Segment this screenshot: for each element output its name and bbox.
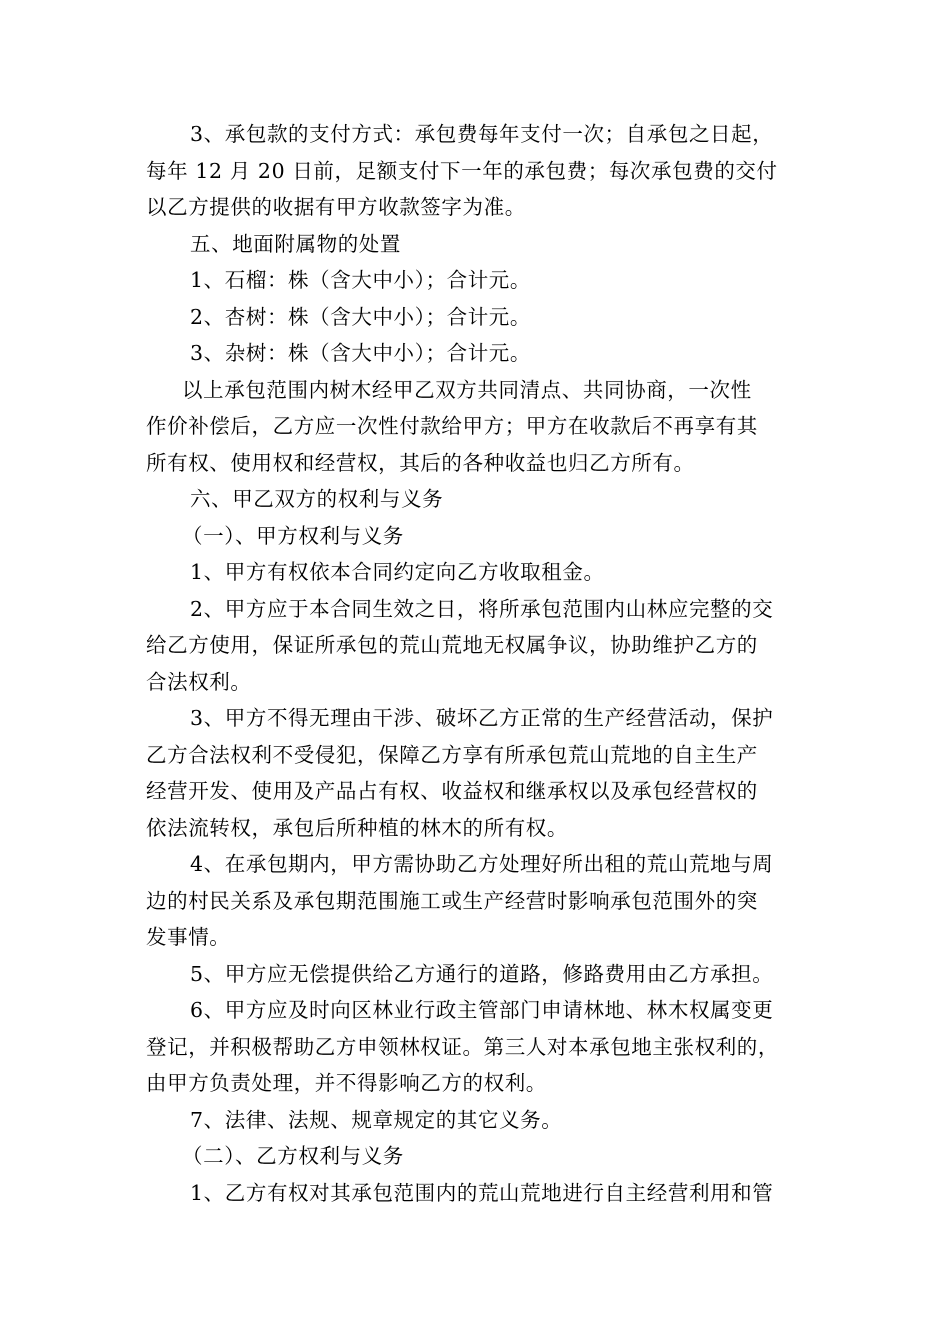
text-line: 登记，并积极帮助乙方申领林权证。第三人对本承包地主张权利的， [146,1034,779,1059]
text-line: 3、承包款的支付方式：承包费每年支付一次；自承包之日起， [190,122,774,146]
text-line: 3、甲方不得无理由干涉、破坏乙方正常的生产经营活动，保护 [190,706,774,730]
text-line: 每年 12 月 20 日前，足额支付下一年的承包费；每次承包费的交付 [146,158,778,183]
text-line: 1、乙方有权对其承包范围内的荒山荒地进行自主经营利用和管 [190,1180,774,1205]
text-line: 4、在承包期内，甲方需协助乙方处理好所出租的荒山荒地与周 [190,852,774,876]
text-line: 所有权、使用权和经营权，其后的各种收益也归乙方所有。 [146,450,695,475]
text-line: 6、甲方应及时向区林业行政主管部门申请林地、林木权属变更 [190,998,774,1022]
text-line: 作价补偿后，乙方应一次性付款给甲方；甲方在收款后不再享有其 [146,414,758,438]
section-heading: 六、甲乙双方的权利与义务 [190,487,444,511]
text-line: 1、石榴：株（含大中小）；合计元。 [190,268,531,292]
text-line: 由甲方负责处理，并不得影响乙方的权利。 [146,1071,547,1095]
text-line: 5、甲方应无偿提供给乙方通行的道路，修路费用由乙方承担。 [190,961,774,986]
document-page [146,116,826,1211]
text-line: 以乙方提供的收据有甲方收款签字为准。 [146,195,526,219]
text-line: 合法权利。 [146,669,252,694]
text-line: 发事情。 [146,925,231,949]
text-line: 给乙方使用，保证所承包的荒山荒地无权属争议，协助维护乙方的 [146,633,758,657]
subsection-heading: （一）、甲方权利与义务 [182,523,404,548]
text-line: 乙方合法权利不受侵犯，保障乙方享有所承包荒山荒地的自主生产 [146,742,758,767]
text-line: 1、甲方有权依本合同约定向乙方收取租金。 [190,560,605,584]
text-line: 3、杂树：株（含大中小）；合计元。 [190,341,531,365]
text-line: 经营开发、使用及产品占有权、收益权和继承权以及承包经营权的 [146,779,758,803]
subsection-heading: （二）、乙方权利与义务 [182,1144,404,1168]
text-line: 7、法律、法规、规章规定的其它义务。 [190,1107,563,1132]
text-line: 2、杏树：株（含大中小）；合计元。 [190,304,531,329]
text-line: 2、甲方应于本合同生效之日，将所承包范围内山林应完整的交 [190,596,774,621]
section-heading: 五、地面附属物的处置 [190,231,401,256]
document-body [146,116,826,1211]
text-line: 以上承包范围内树木经甲乙双方共同清点、共同协商，一次性 [182,377,752,402]
text-line: 边的村民关系及承包期范围施工或生产经营时影响承包范围外的突 [146,888,758,913]
text-line: 依法流转权，承包后所种植的林木的所有权。 [146,815,568,840]
